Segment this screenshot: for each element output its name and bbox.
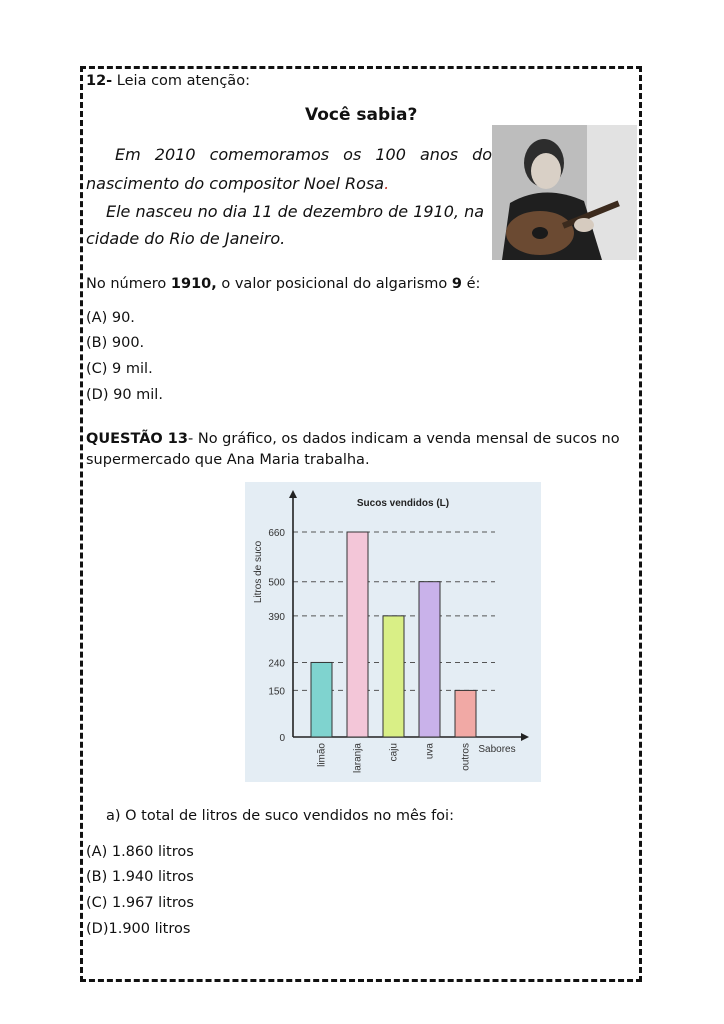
para1-line1: Em 2010 comemoramos os 100 anos do — [115, 145, 493, 164]
y-axis-label: Litros de suco — [253, 540, 264, 604]
para2-line1: Ele nasceu no dia 11 de dezembro de 1910, na — [106, 202, 485, 221]
x-tick-label: outros — [460, 743, 472, 771]
x-tick-label: laranja — [352, 743, 364, 774]
para1-line2: nascimento do compositor Noel Rosa. — [86, 174, 390, 193]
y-tick-label: 150 — [268, 686, 285, 698]
q12-option-c[interactable]: (C) 9 mil. — [86, 361, 153, 377]
box-title: Você sabia? — [305, 105, 418, 125]
bar-limão — [311, 662, 332, 737]
y-tick-label: 240 — [268, 658, 285, 670]
q12-option-d[interactable]: (D) 90 mil. — [86, 387, 163, 403]
q13-option-d[interactable]: (D)1.900 litros — [86, 921, 191, 937]
q13-option-a[interactable]: (A) 1.860 litros — [86, 844, 194, 860]
chart-title: Sucos vendidos (L) — [356, 498, 450, 509]
q13-option-b[interactable]: (B) 1.940 litros — [86, 869, 194, 885]
q12-heading: 12- Leia com atenção: — [86, 73, 250, 89]
x-tick-label: caju — [388, 743, 400, 762]
x-axis-arrow — [521, 733, 529, 741]
y-tick-label: 390 — [268, 611, 285, 623]
q12-question: No número 1910, o valor posicional do algarismo 9 é: — [86, 276, 481, 292]
y-tick-label: 660 — [268, 528, 285, 539]
y-tick-label: 500 — [268, 577, 285, 589]
q13-option-c[interactable]: (C) 1.967 litros — [86, 895, 194, 911]
x-axis-label: Sabores — [478, 744, 516, 755]
para2-line2: cidade do Rio de Janeiro. — [86, 229, 286, 248]
noel-rosa-photo — [492, 125, 637, 260]
bar-uva — [419, 582, 440, 737]
q13-text-line1: QUESTÃO 13- No gráfico, os dados indicam a venda mensal de sucos no — [86, 431, 620, 447]
y-tick-label: 0 — [279, 733, 285, 744]
x-tick-label: limão — [316, 743, 328, 767]
y-axis-arrow — [289, 490, 297, 498]
bar-outros — [455, 690, 476, 737]
q12-option-b[interactable]: (B) 900. — [86, 335, 145, 351]
x-tick-label: uva — [424, 743, 436, 760]
q12-option-a[interactable]: (A) 90. — [86, 310, 135, 326]
q13-sub-a: a) O total de litros de suco vendidos no mês foi: — [106, 808, 454, 824]
juice-chart — [245, 482, 541, 782]
bar-caju — [383, 616, 404, 737]
q13-text-line2: supermercado que Ana Maria trabalha. — [86, 452, 370, 468]
bar-laranja — [347, 532, 368, 737]
juice-chart-svg — [245, 482, 541, 782]
